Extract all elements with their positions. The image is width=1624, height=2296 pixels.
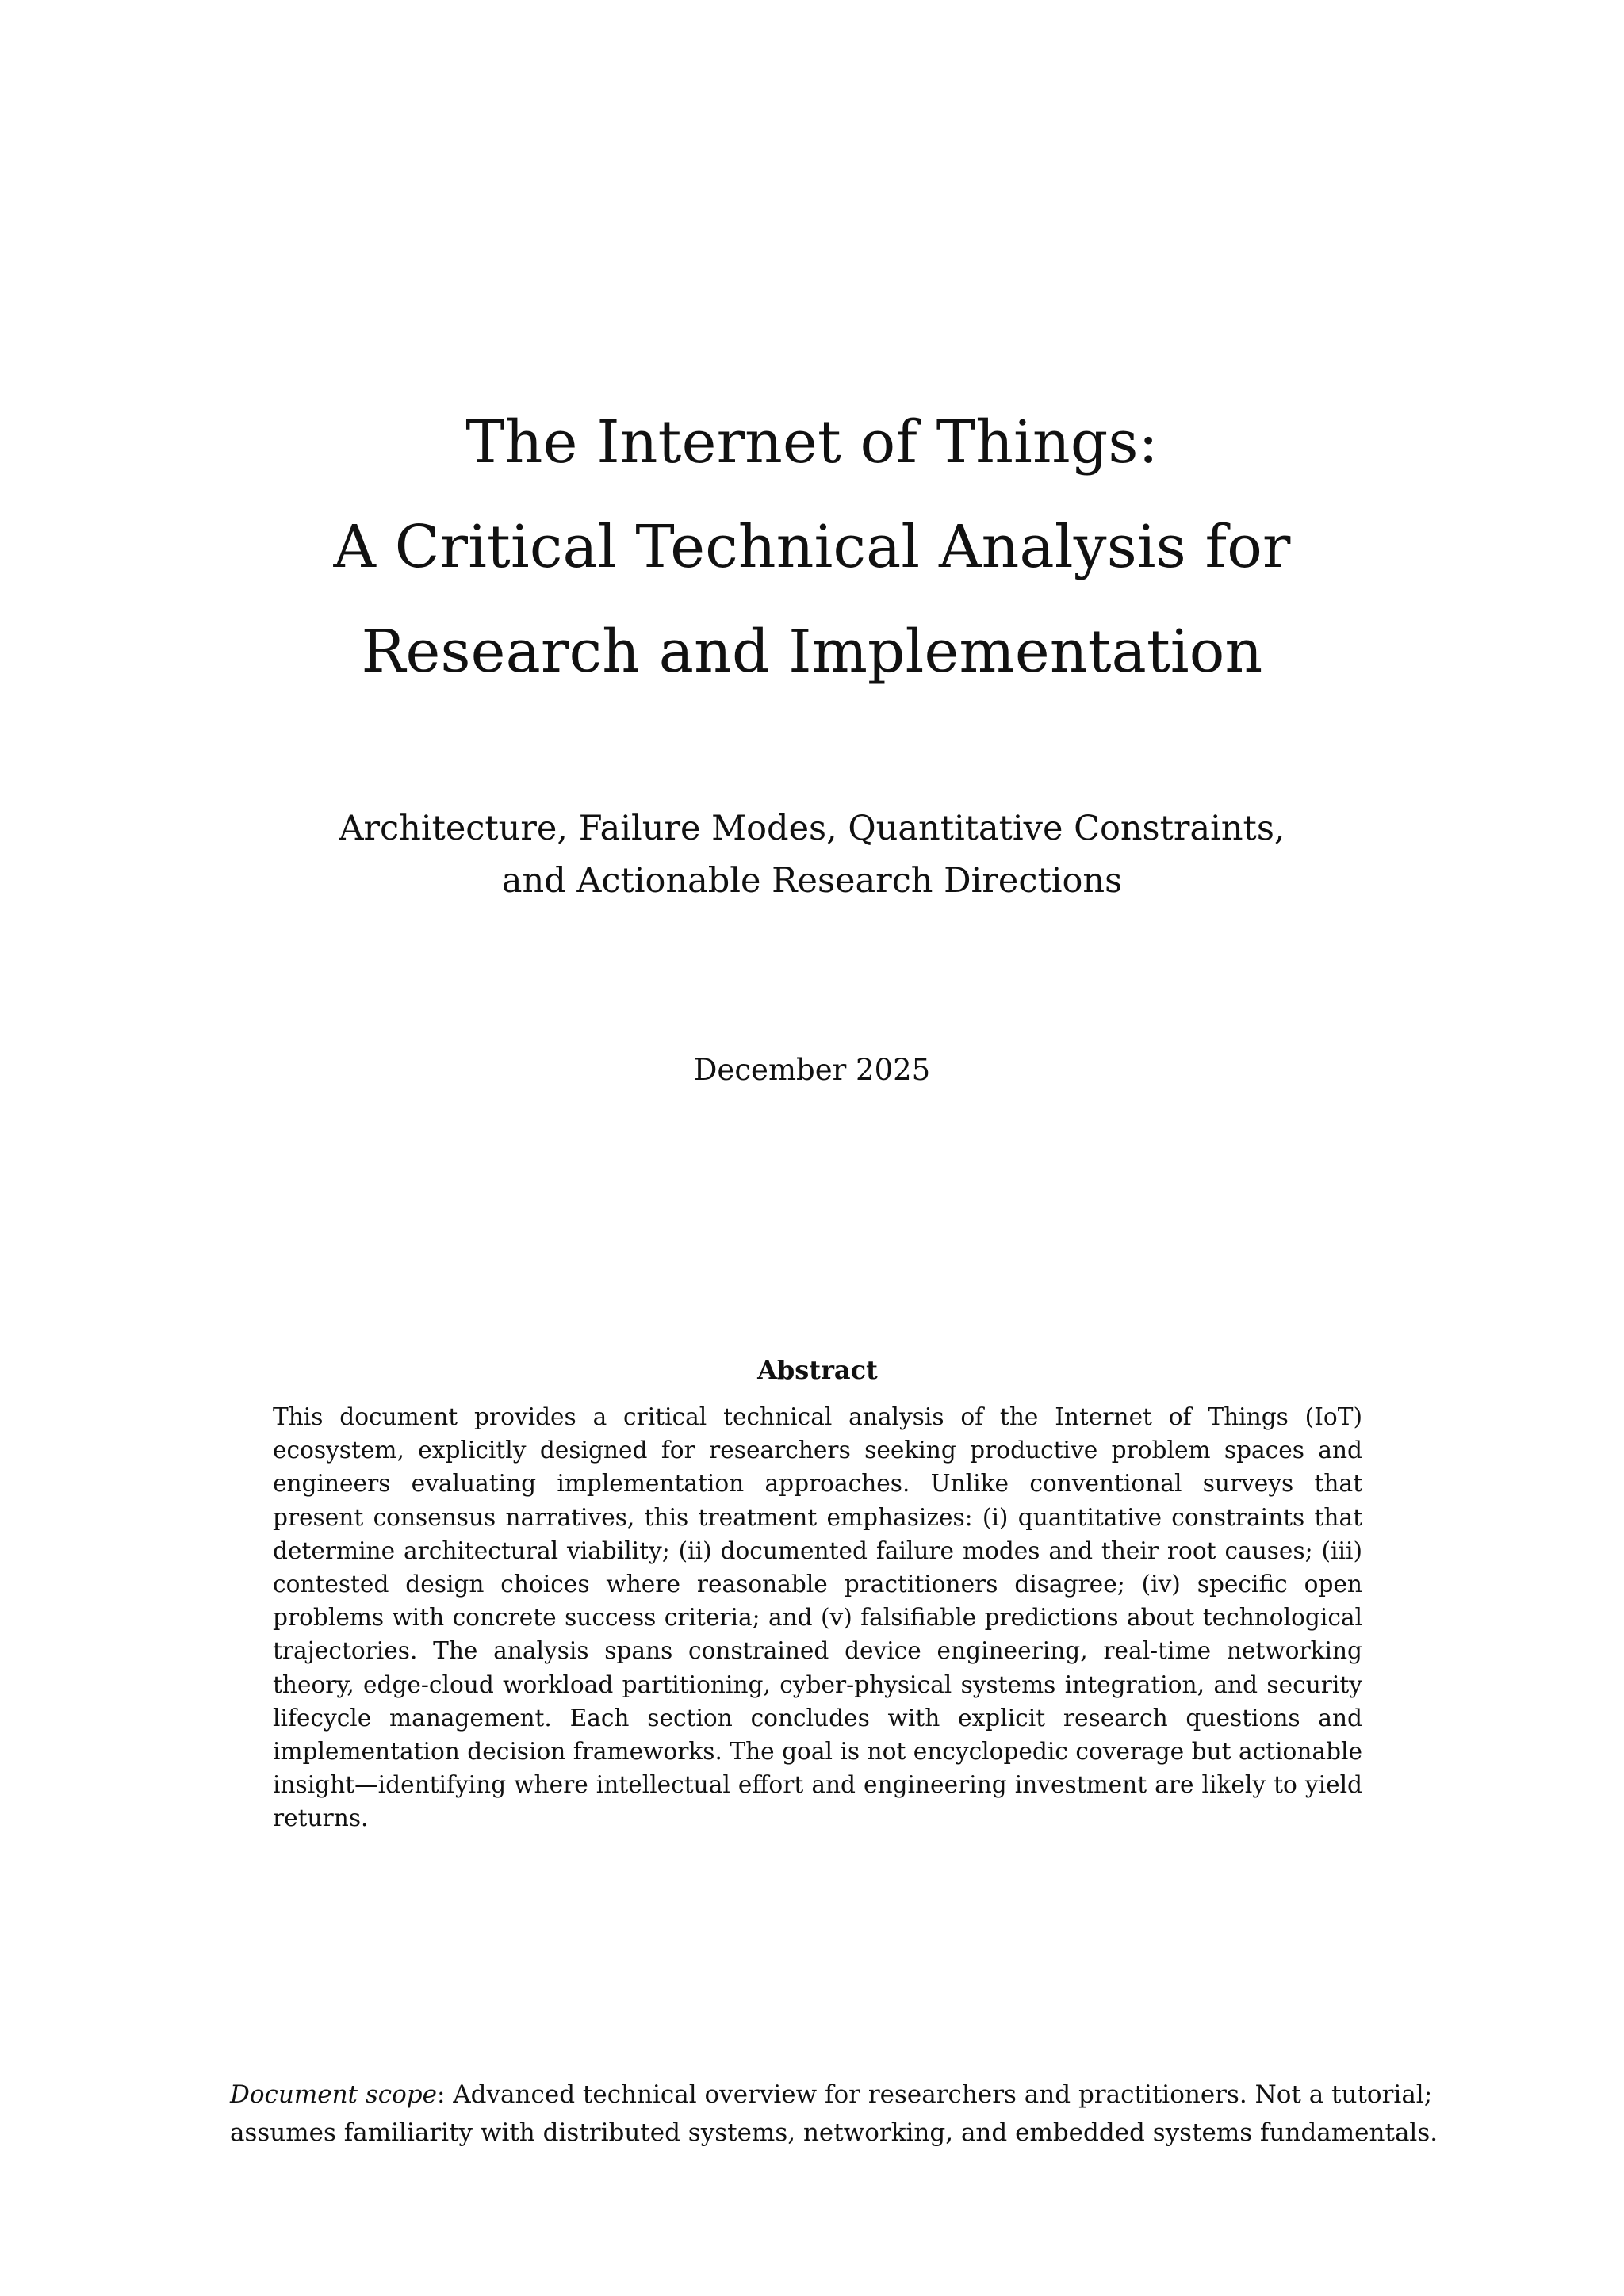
document-date: December 2025 (693, 1053, 931, 1087)
scope-line-2: assumes familiarity with distributed systems, networking, and embedded systems fundamentals. (230, 2118, 1438, 2147)
document-subtitle (254, 802, 1370, 907)
subtitle-line-1: Architecture, Failure Modes, Quantitative Constraints, (339, 809, 1285, 848)
abstract-section (273, 1348, 1362, 1835)
document-title (206, 390, 1418, 704)
subtitle-line-2: and Actionable Research Directions (501, 861, 1123, 901)
abstract-heading: Abstract (757, 1355, 878, 1385)
scope-text-1: : Advanced technical overview for researchers and practitioners. Not a tutorial; (437, 2080, 1433, 2109)
scope-label: Document scope (230, 2080, 437, 2109)
document-scope-note (230, 2076, 1438, 2152)
title-line-3: Research and Implementation (361, 618, 1263, 686)
title-line-1: The Internet of Things: (465, 408, 1159, 476)
scope-line-1 (230, 2076, 1433, 2114)
abstract-body: This document provides a critical technical analysis of the Internet of Things (IoT) ecosystem, explicitly designed for researchers seeking productive problem spaces and engineers evaluating implementation approaches. Unlike conventional surveys that present consensus narratives, this treatment emphasizes: (i) quantitative constraints that determine architectural viability; (ii) documented failure modes and their root causes; (iii) contested design choices where reasonable practitioners disagree; (iv) specific open problems with concrete success criteria; and (v) falsifiable predictions about technological trajectories. The analysis spans constrained device engineering, real-time networking theory, edge-cloud workload partitioning, cyber-physical systems integration, and security lifecycle management. Each section concludes with explicit research questions and implementation decision frameworks. The goal is not encyclopedic coverage but actionable insight—identifying where intellectual effort and engineering investment are likely to yield returns. (273, 1403, 1362, 1832)
title-line-2: A Critical Technical Analysis for (333, 513, 1291, 581)
